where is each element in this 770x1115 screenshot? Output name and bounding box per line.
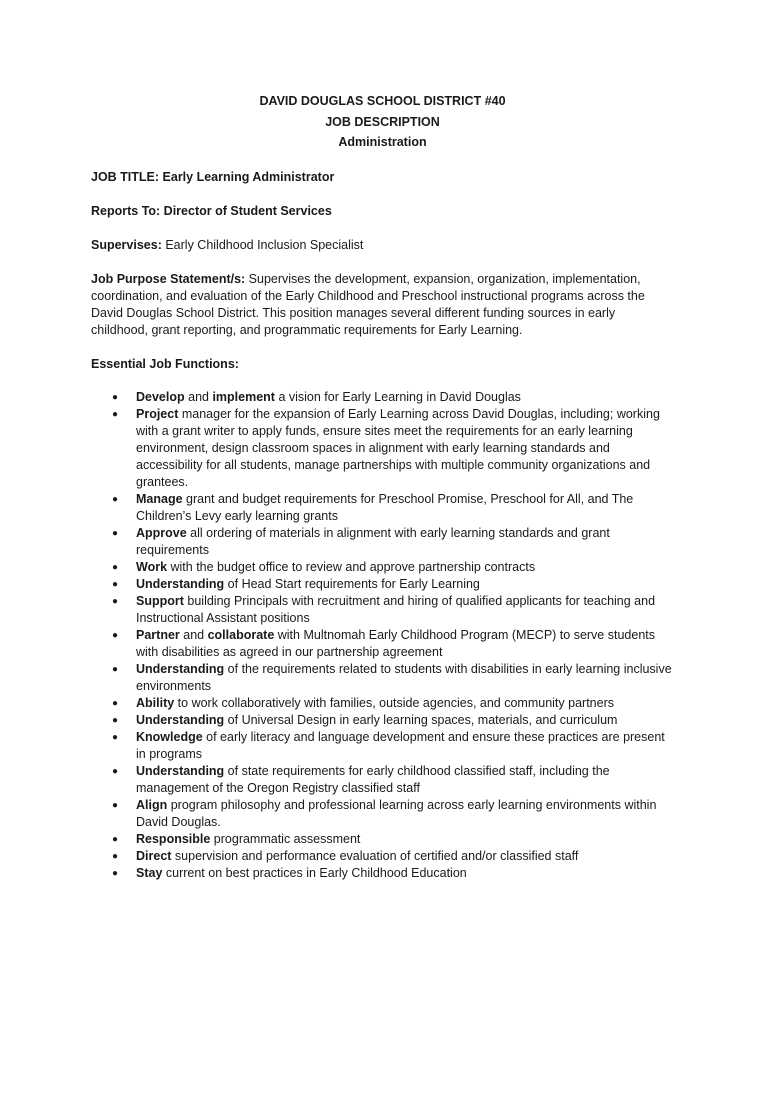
item-keyword: Support [136, 593, 184, 608]
bullet-icon: ● [112, 799, 119, 811]
document-header [91, 91, 674, 153]
item-keyword: Understanding [136, 576, 225, 591]
purpose-text: Supervises the development, expansion, organization, implementation, coordination, and evaluation of the Early Childhood and Preschool instructional programs across the David Douglas School District. This position manages several different funding sources in early childhood, grant reporting, and programmatic requirements for Early Learning. [91, 271, 645, 337]
job-title: JOB TITLE: Early Learning Administrator [91, 169, 335, 184]
purpose-statement [91, 271, 674, 339]
item-text: with the budget office to review and approve partnership contracts [167, 559, 536, 574]
item-keyword: Understanding [136, 712, 225, 727]
list-item [91, 712, 674, 729]
item-text: to work collaboratively with families, outside agencies, and community partners [174, 695, 614, 710]
list-item [91, 576, 674, 593]
item-text: manager for the expansion of Early Learning across David Douglas, including; working with a grant writer to apply funds, ensure sites meet the requirements for an early learning environment, design classroom spaces in alignment with early learning standards and accessibility for all students, manage partnerships with multiple community organizations and grantees. [136, 406, 660, 489]
bullet-icon: ● [112, 765, 119, 777]
bullet-icon: ● [112, 629, 119, 641]
item-keyword: Manage [136, 491, 183, 506]
bullet-icon: ● [112, 391, 119, 403]
bullet-icon: ● [112, 714, 119, 726]
list-item [91, 389, 674, 406]
list-item [91, 406, 674, 491]
item-keyword: Work [136, 559, 168, 574]
list-item [91, 763, 674, 797]
item-keyword: Approve [136, 525, 187, 540]
essential-functions-heading: Essential Job Functions: [91, 356, 239, 371]
bullet-icon: ● [112, 833, 119, 845]
item-keyword: Stay [136, 865, 163, 880]
supervises [91, 237, 674, 254]
list-item [91, 865, 674, 882]
item-keyword: Project [136, 406, 179, 421]
bullet-icon: ● [112, 867, 119, 879]
item-keyword: Understanding [136, 661, 225, 676]
list-item [91, 797, 674, 831]
list-item [91, 695, 674, 712]
bullet-icon: ● [112, 578, 119, 590]
bullet-icon: ● [112, 731, 119, 743]
item-keyword: Understanding [136, 763, 225, 778]
item-text: programmatic assessment [210, 831, 361, 846]
bullet-icon: ● [112, 595, 119, 607]
supervises-value: Early Childhood Inclusion Specialist [161, 237, 364, 252]
job-category: Administration [338, 135, 427, 149]
item-keyword: Partner [136, 627, 180, 642]
item-keyword: Knowledge [136, 729, 203, 744]
essential-functions-list [91, 389, 674, 882]
list-item [91, 831, 674, 848]
item-keyword-2: collaborate [207, 627, 275, 642]
item-keyword: Develop [136, 389, 185, 404]
item-keyword-2: implement [212, 389, 275, 404]
district-name: DAVID DOUGLAS SCHOOL DISTRICT #40 [259, 94, 506, 108]
item-text: program philosophy and professional learning across early learning environments within David Douglas. [136, 797, 657, 829]
item-text: supervision and performance evaluation of certified and/or classified staff [171, 848, 579, 863]
item-text: of early literacy and language development and ensure these practices are present in programs [136, 729, 665, 761]
reports-to: Reports To: Director of Student Services [91, 203, 332, 218]
item-keyword: Direct [136, 848, 172, 863]
item-text-2: with Multnomah Early Childhood Program (MECP) to serve students with disabilities as agreed in our partnership agreement [136, 627, 655, 659]
bullet-icon: ● [112, 493, 119, 505]
item-text: building Principals with recruitment and hiring of qualified applicants for teaching and Instructional Assistant positions [136, 593, 656, 625]
list-item [91, 848, 674, 865]
bullet-icon: ● [112, 561, 119, 573]
item-text: of state requirements for early childhood classified staff, including the management of the Oregon Registry classified staff [136, 763, 610, 795]
item-text: of Universal Design in early learning spaces, materials, and curriculum [224, 712, 618, 727]
bullet-icon: ● [112, 697, 119, 709]
item-keyword: Responsible [136, 831, 211, 846]
document-page [0, 91, 770, 1115]
item-text-2: a vision for Early Learning in David Douglas [274, 389, 521, 404]
bullet-icon: ● [112, 850, 119, 862]
bullet-icon: ● [112, 527, 119, 539]
purpose-label: Job Purpose Statement/s: [91, 271, 246, 286]
list-item [91, 525, 674, 559]
list-item [91, 729, 674, 763]
item-keyword: Align [136, 797, 168, 812]
item-text: grant and budget requirements for Preschool Promise, Preschool for All, and The Children’s Levy early learning grants [136, 491, 634, 523]
item-text: and [184, 389, 213, 404]
item-keyword: Ability [136, 695, 175, 710]
item-text: of Head Start requirements for Early Learning [224, 576, 480, 591]
list-item [91, 661, 674, 695]
bullet-icon: ● [112, 408, 119, 420]
item-text: of the requirements related to students with disabilities in early learning inclusive environments [136, 661, 672, 693]
list-item [91, 559, 674, 576]
bullet-icon: ● [112, 663, 119, 675]
document-type: JOB DESCRIPTION [325, 114, 440, 129]
list-item [91, 593, 674, 627]
supervises-label: Supervises: [91, 237, 162, 252]
list-item [91, 491, 674, 525]
item-text: and [179, 627, 208, 642]
item-text: current on best practices in Early Childhood Education [162, 865, 467, 880]
item-text: all ordering of materials in alignment with early learning standards and grant requirements [136, 525, 610, 557]
list-item [91, 627, 674, 661]
